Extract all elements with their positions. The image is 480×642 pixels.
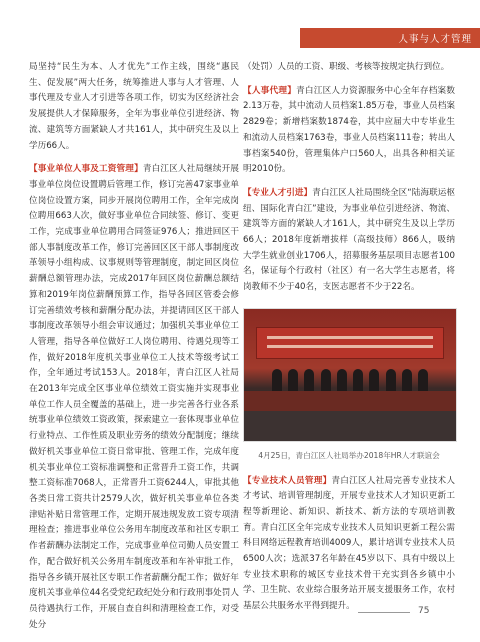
- page-number: 75: [418, 606, 430, 616]
- right-continuation-paragraph: （处罚）人员的工资、职级、考核等按规定执行到位。: [243, 62, 450, 72]
- event-photo: [243, 308, 457, 442]
- left-intro-paragraph: 局坚持“民生为本、人才优先”工作主线，围绕“惠民生、促发展”两大任务，统筹推进人事与人才管理、人事代理及专业人才引进等各项工作，切实为区经济社会发展提供人才保障服务，全年为事业单位引进经济、物流、建筑等方面紧缺人才共161人，其中研究生及以上学历66人。: [29, 62, 239, 151]
- salary-management-paragraph: [29, 162, 239, 633]
- talent-introduction-tag: 【专业人才引进】: [243, 187, 313, 198]
- salary-management-text: 青白江区人社局继续开展事业单位岗位设置聘后管理工作，修订完善47家事业单位岗位设置方案，同步开展岗位聘用工作，全年完成岗位聘用663人次，做好事业单位合同续签、修订、变更工作，完成事业单位聘用合同签证976人；推进回区干部人事制度改革工作，修订完善回区区干部人事制度改革领导小组构成、议事规则等管理制度，制定回区岗位薪酬总额管理办法，完成2017年回区岗位薪酬总额结算和2019年岗位薪酬预算工作，指导各回区管委会修订完善绩效考核和薪酬分配办法，并提请回区区干部人事制度改革领导小组会审议通过；加强机关事业单位工人管理，指导各单位做好工人岗位聘用、待遇兑现等工作，做好2018年度机关事业单位工人技术等级考试工作，全年通过考试153人。2018年，青白江区人社局在2013年完成全区事业单位绩效工资实施并实现事业单位工作人员全覆盖的基础上，进一步完善各行业各系统事业单位绩效工资政策，探索建立一套体现事业单位行业特点、工作性质及职业劳务的绩效分配制度；继续做好机关事业单位工资日常审批、管理工作，完成年度机关事业单位工资标准调整和正常晋升工资工作，共调整工资标准7068人，正常晋升工资6244人，审批其他各类日常工资共计2579人次，做好机关事业单位各类津贴补贴日常管理工作，定期开展违规发放工资专项清理检查；推进事业单位公务用车制度改革和社区专职工作者薪酬办法制定工作，完成事业单位司勤人员安置工作，配合做好机关公务用车制度改革和车补审批工作，指导各乡镇开展社区专职工作者薪酬分配工作；做好年度机关事业单位44名受党纪政纪处分和行政刑事处罚人员待遇执行工作，开展自查自纠和清理检查工作，对受处分: [29, 164, 239, 630]
- right-column: [243, 60, 455, 615]
- left-column: [29, 60, 239, 630]
- salary-management-tag: 【事业单位人事及工资管理】: [29, 164, 143, 175]
- attendees-group: [272, 369, 428, 391]
- personnel-agency-paragraph: [243, 84, 455, 178]
- stage-banner: [256, 327, 444, 359]
- technical-staff-paragraph: [243, 474, 455, 615]
- talent-introduction-paragraph: [243, 186, 455, 296]
- section-header-band: [300, 28, 480, 48]
- page-number-rule: [358, 612, 410, 613]
- technical-staff-text: 青白江区人社局完善专业技术人才考试、培训管理制度，开展专业技术人才知识更新工程等新理论、新知识、新技术、新方法的专项培训教育。青白江区全年完成专业技术人员知识更新工程公需科目网络远程教育培训4009人，累计培训专业技术人员6500人次；选派37名年龄在45岁以下、具有中级以上专业技术职称的城区专业技术骨干充实到各乡镇中小学、卫生院、农业综合服务站开展支援服务工作，农村基层公共服务水平得到提升。: [243, 475, 455, 612]
- photo-caption: 4月25日，青白江区人社局举办2018年HR人才联谊会: [258, 450, 440, 460]
- talent-introduction-text: 青白江区人社局围绕全区“陆海联运枢纽、国际化青白江”建设，为事业单位引进经济、物流、建筑等方面的紧缺人才161人，其中研究生及以上学历66人；2018年度新增拔样（高级技师）866人，吸纳大学生就业创业1706人，招募服务基层项目志愿者100名，保证每个行政村（社区）有一名大学生志愿者，将岗教师不少于40名，支医志愿者不少于22名。: [243, 187, 455, 293]
- section-title: 人事与人才管理: [398, 34, 472, 45]
- personnel-agency-tag: 【人事代理】: [243, 85, 297, 96]
- stage-floor: [244, 411, 456, 441]
- technical-staff-tag: 【专业技术人员管理】: [243, 475, 332, 486]
- personnel-agency-text: 青白江区人力资源服务中心全年存档案数2.13万卷，其中流动人员档案1.85万卷，事业人员档案2829卷；新增档案数1874卷，其中应届大中专毕业生和流动人员档案1763卷，事业人员档案111卷；转出人事档案540份，管理集体户口560人，出具各种相关证明2010份。: [243, 85, 455, 175]
- stage-table: [244, 391, 456, 411]
